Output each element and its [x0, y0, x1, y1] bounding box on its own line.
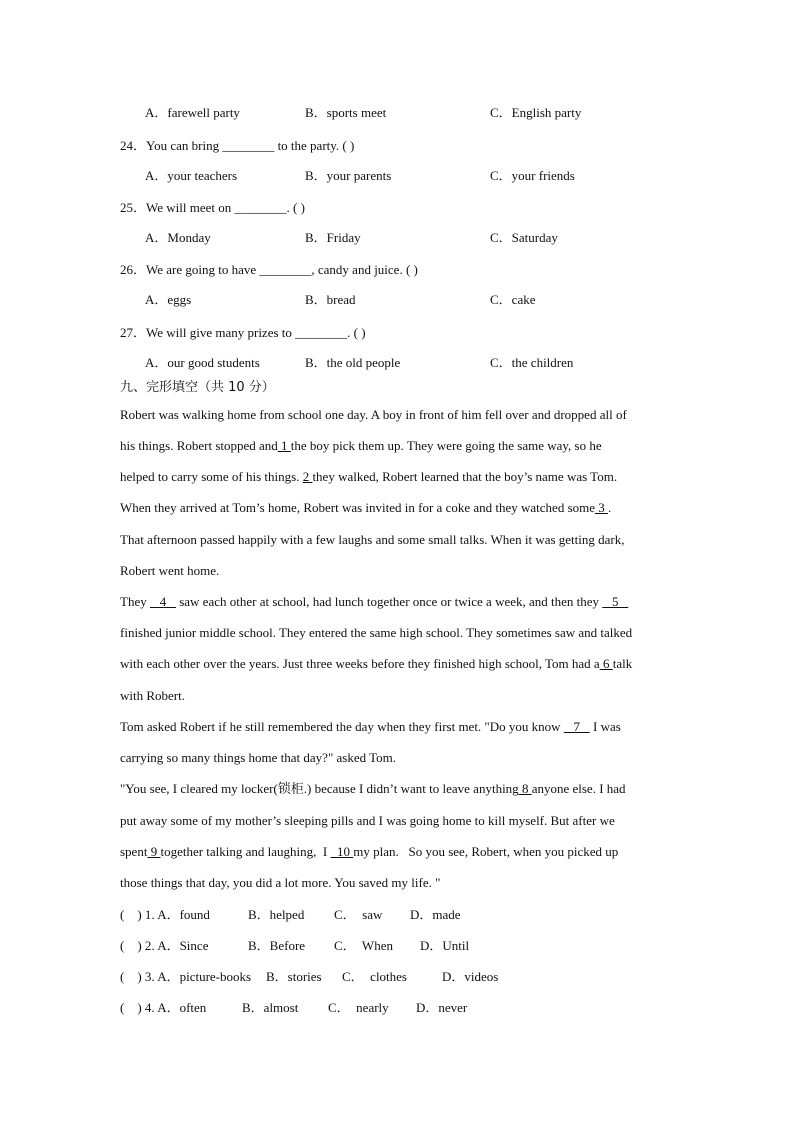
passage-text: When they arrived at Tom’s home, Robert was invited in for a coke and they watched some	[120, 500, 596, 515]
q25-option-b: B．Friday	[305, 230, 361, 245]
cloze-option-a: ( ) 4. A．often	[120, 1000, 207, 1015]
cloze-option-c: C． When	[334, 938, 393, 953]
passage-text: anyone else. I had	[531, 781, 626, 796]
blank-6: 6	[599, 656, 613, 671]
passage-line: Robert was walking home from school one day. A boy in front of him fell over and dropped all of	[120, 407, 627, 422]
blank-7: 7	[563, 719, 590, 734]
blank-5: 5	[602, 594, 629, 609]
passage-text: my plan. So you see, Robert, when you picked up	[353, 844, 619, 859]
q24-stem: 24．You can bring ________ to the party. ( )	[120, 138, 355, 153]
passage-text: helped to carry some of his things.	[120, 469, 303, 484]
passage-text: they walked, Robert learned that the boy’s name was Tom.	[312, 469, 618, 484]
passage-text: together talking and laughing, I	[160, 844, 331, 859]
cloze-option-c: C． nearly	[328, 1000, 389, 1015]
passage-line	[120, 718, 621, 736]
blank-8: 8	[518, 781, 532, 796]
q27-option-a: A．our good students	[145, 355, 260, 370]
cloze-option-a: ( ) 3. A．picture-books	[120, 969, 252, 984]
section-heading: 九、完形填空（共 10 分）	[120, 380, 275, 395]
cloze-option-b: B．stories	[266, 969, 322, 984]
cloze-question-2	[120, 937, 469, 955]
cloze-question-3	[120, 968, 498, 986]
passage-text: talk	[612, 656, 633, 671]
q27-stem: 27．We will give many prizes to ________. ( )	[120, 325, 366, 340]
cloze-question-1	[120, 906, 461, 924]
passage-line	[120, 468, 617, 486]
cloze-option-d: D．never	[416, 1000, 468, 1015]
passage-line	[120, 593, 628, 611]
passage-text: his things. Robert stopped and	[120, 438, 278, 453]
passage-line: put away some of my mother’s sleeping pills and I was going home to kill myself. But after we	[120, 813, 615, 828]
q26-option-a: A．eggs	[145, 292, 192, 307]
blank-2: 2	[302, 469, 313, 484]
q24-option-c: C．your friends	[490, 168, 575, 183]
passage-line	[120, 843, 618, 861]
cloze-option-d: D．Until	[420, 938, 470, 953]
q24-option-a: A．your teachers	[145, 168, 238, 183]
passage-text: spent	[120, 844, 148, 859]
passage-line: carrying so many things home that day?" asked Tom.	[120, 750, 397, 765]
q23-option-a: A．farewell party	[145, 105, 240, 120]
q25-option-a: A．Monday	[145, 230, 211, 245]
blank-1: 1	[277, 438, 291, 453]
passage-text: saw each other at school, had lunch together once or twice a week, and then they	[175, 594, 603, 609]
q26-stem: 26．We are going to have ________, candy and juice. ( )	[120, 262, 418, 277]
cloze-option-d: D．made	[410, 907, 461, 922]
passage-line	[120, 499, 611, 517]
cloze-question-4	[120, 999, 467, 1017]
q23-option-c: C．English party	[490, 105, 582, 120]
blank-10: 10	[330, 844, 354, 859]
cloze-option-b: B．helped	[248, 907, 305, 922]
cloze-option-d: D．videos	[442, 969, 499, 984]
passage-text: with each other over the years. Just three weeks before they finished high school, Tom had a	[120, 656, 600, 671]
passage-text: I was	[589, 719, 621, 734]
cloze-option-b: B．Before	[248, 938, 306, 953]
q27-option-b: B．the old people	[305, 355, 401, 370]
passage-line: those things that day, you did a lot more. You saved my life. "	[120, 875, 441, 890]
q23-option-b: B．sports meet	[305, 105, 387, 120]
blank-3: 3	[595, 500, 609, 515]
passage-text: .	[608, 500, 612, 515]
cloze-option-b: B．almost	[242, 1000, 299, 1015]
cloze-option-c: C． clothes	[342, 969, 407, 984]
blank-9: 9	[147, 844, 161, 859]
passage-line: That afternoon passed happily with a few laughs and some small talks. When it was getting dark,	[120, 532, 625, 547]
q27-option-c: C．the children	[490, 355, 574, 370]
passage-line: Robert went home.	[120, 563, 220, 578]
blank-4: 4	[149, 594, 176, 609]
passage-text: They	[120, 594, 150, 609]
cloze-option-c: C． saw	[334, 907, 383, 922]
q25-option-c: C．Saturday	[490, 230, 558, 245]
cloze-option-a: ( ) 1. A．found	[120, 907, 210, 922]
q26-option-b: B．bread	[305, 292, 356, 307]
q26-option-c: C．cake	[490, 292, 536, 307]
q24-option-b: B．your parents	[305, 168, 392, 183]
passage-line	[120, 780, 626, 798]
passage-text: the boy pick them up. They were going the same way, so he	[290, 438, 602, 453]
passage-text: "You see, I cleared my locker(锁柜.) because I didn’t want to leave anything	[120, 781, 519, 796]
passage-text: Tom asked Robert if he still remembered the day when they first met. "Do you know	[120, 719, 564, 734]
passage-line	[120, 655, 632, 673]
passage-line	[120, 437, 602, 455]
passage-line: with Robert.	[120, 688, 185, 703]
cloze-option-a: ( ) 2. A．Since	[120, 938, 209, 953]
q25-stem: 25．We will meet on ________. ( )	[120, 200, 305, 215]
passage-line: finished junior middle school. They entered the same high school. They sometimes saw and talked	[120, 625, 633, 640]
